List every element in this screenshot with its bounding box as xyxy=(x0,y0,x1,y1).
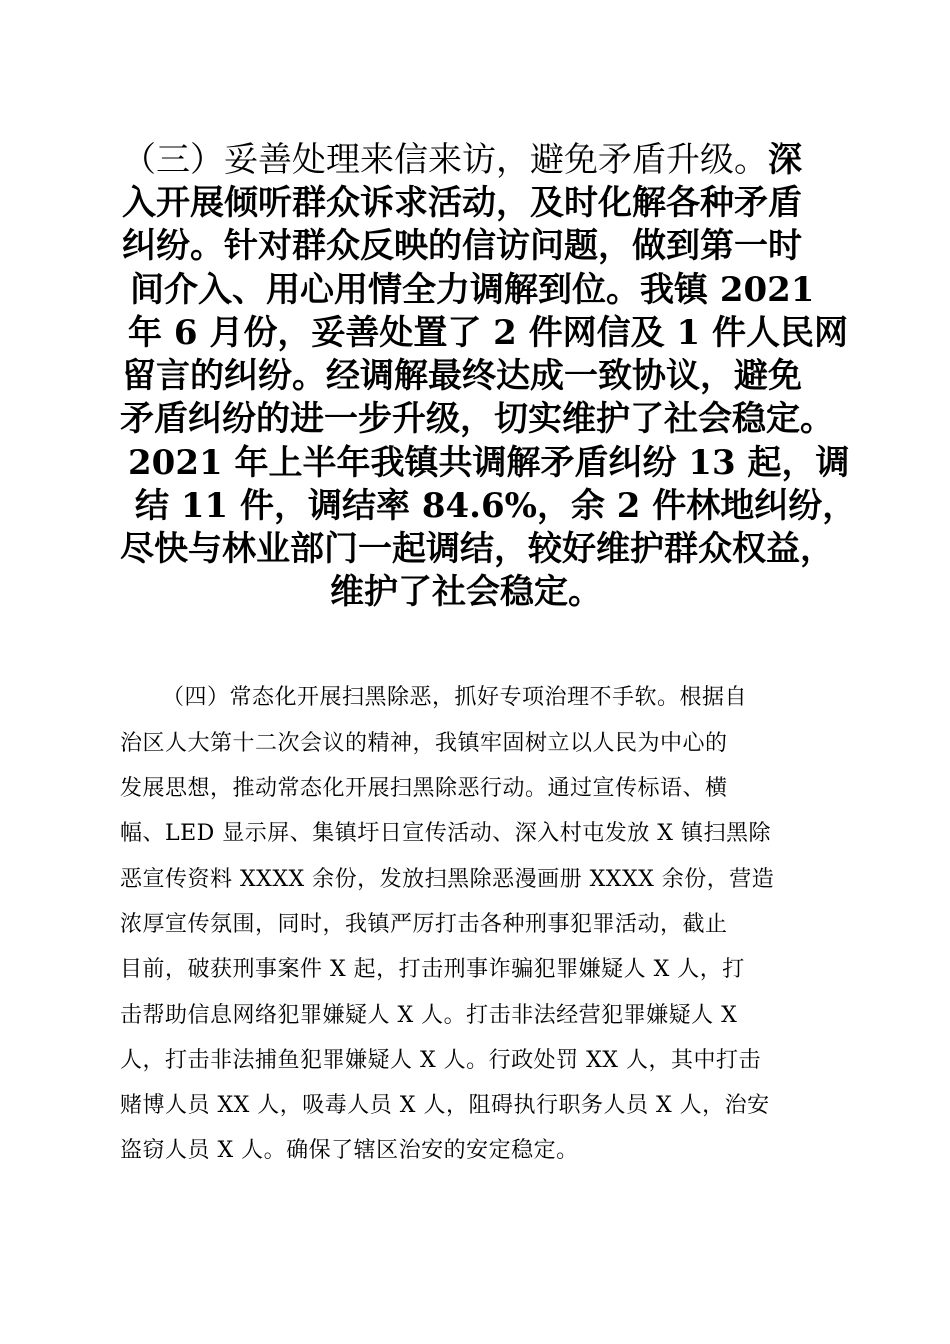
section-3-line-1-text: 深 xyxy=(768,140,802,180)
section-3-line-6: 留言的纠纷。经调解最终达成一致协议，避免 xyxy=(122,356,802,396)
section-3-line-7: 矛盾纠纷的进一步升级，切实维护了社会稳定。 xyxy=(120,399,834,439)
section-3-line-11: 维护了社会稳定。 xyxy=(330,572,602,612)
section-4-line-3: 发展思想，推动常态化开展扫黑除恶行动。通过宣传标语、横 xyxy=(120,776,728,801)
section-3-line-1 xyxy=(122,140,822,180)
section-3-line-3: 纠纷。针对群众反映的信访问题，做到第一时 xyxy=(122,226,802,266)
section-4-line-11: 盗窃人员 X 人。确保了辖区治安的安定稳定。 xyxy=(120,1138,579,1163)
section-4-line-5: 恶宣传资料 XXXX 余份，发放扫黑除恶漫画册 XXXX 余份，营造 xyxy=(120,867,775,892)
section-4-line-7: 目前，破获刑事案件 X 起，打击刑事诈骗犯罪嫌疑人 X 人，打 xyxy=(120,957,745,982)
section-4-line-9: 人，打击非法捕鱼犯罪嫌疑人 X 人。行政处罚 XX 人，其中打击 xyxy=(120,1048,761,1073)
section-3-line-2: 入开展倾听群众诉求活动，及时化解各种矛盾 xyxy=(122,183,802,223)
section-4-line-4: 幅、LED 显示屏、集镇圩日宣传活动、深入村屯发放 X 镇扫黑除 xyxy=(120,821,771,846)
section-4-line-8: 击帮助信息网络犯罪嫌疑人 X 人。打击非法经营犯罪嫌疑人 X xyxy=(120,1003,738,1028)
section-3-line-10: 尽快与林业部门一起调结，较好维护群众权益， xyxy=(120,529,834,569)
section-4-line-1: （四）常态化开展扫黑除恶，抓好专项治理不手软。根据自 xyxy=(162,685,748,710)
section-4-line-6: 浓厚宣传氛围，同时，我镇严厉打击各种刑事犯罪活动，截止 xyxy=(120,912,728,937)
section-3-line-5: 年 6 月份，妥善处置了 2 件网信及 1 件人民网 xyxy=(128,313,848,353)
section-3-line-8: 2021 年上半年我镇共调解矛盾纠纷 13 起，调 xyxy=(128,443,850,483)
section-4-line-2: 治区人大第十二次会议的精神，我镇牢固树立以人民为中心的 xyxy=(120,731,728,756)
section-3-line-4: 间介入、用心用情全力调解到位。我镇 2021 xyxy=(130,270,815,310)
section-3-line-9: 结 11 件，调结率 84.6%，余 2 件林地纠纷， xyxy=(135,486,857,526)
section-4-line-10: 赌博人员 XX 人，吸毒人员 X 人，阻碍执行职务人员 X 人，治安 xyxy=(120,1093,770,1118)
section-3-heading: （三）妥善处理来信来访，避免矛盾升级。 xyxy=(122,140,768,180)
